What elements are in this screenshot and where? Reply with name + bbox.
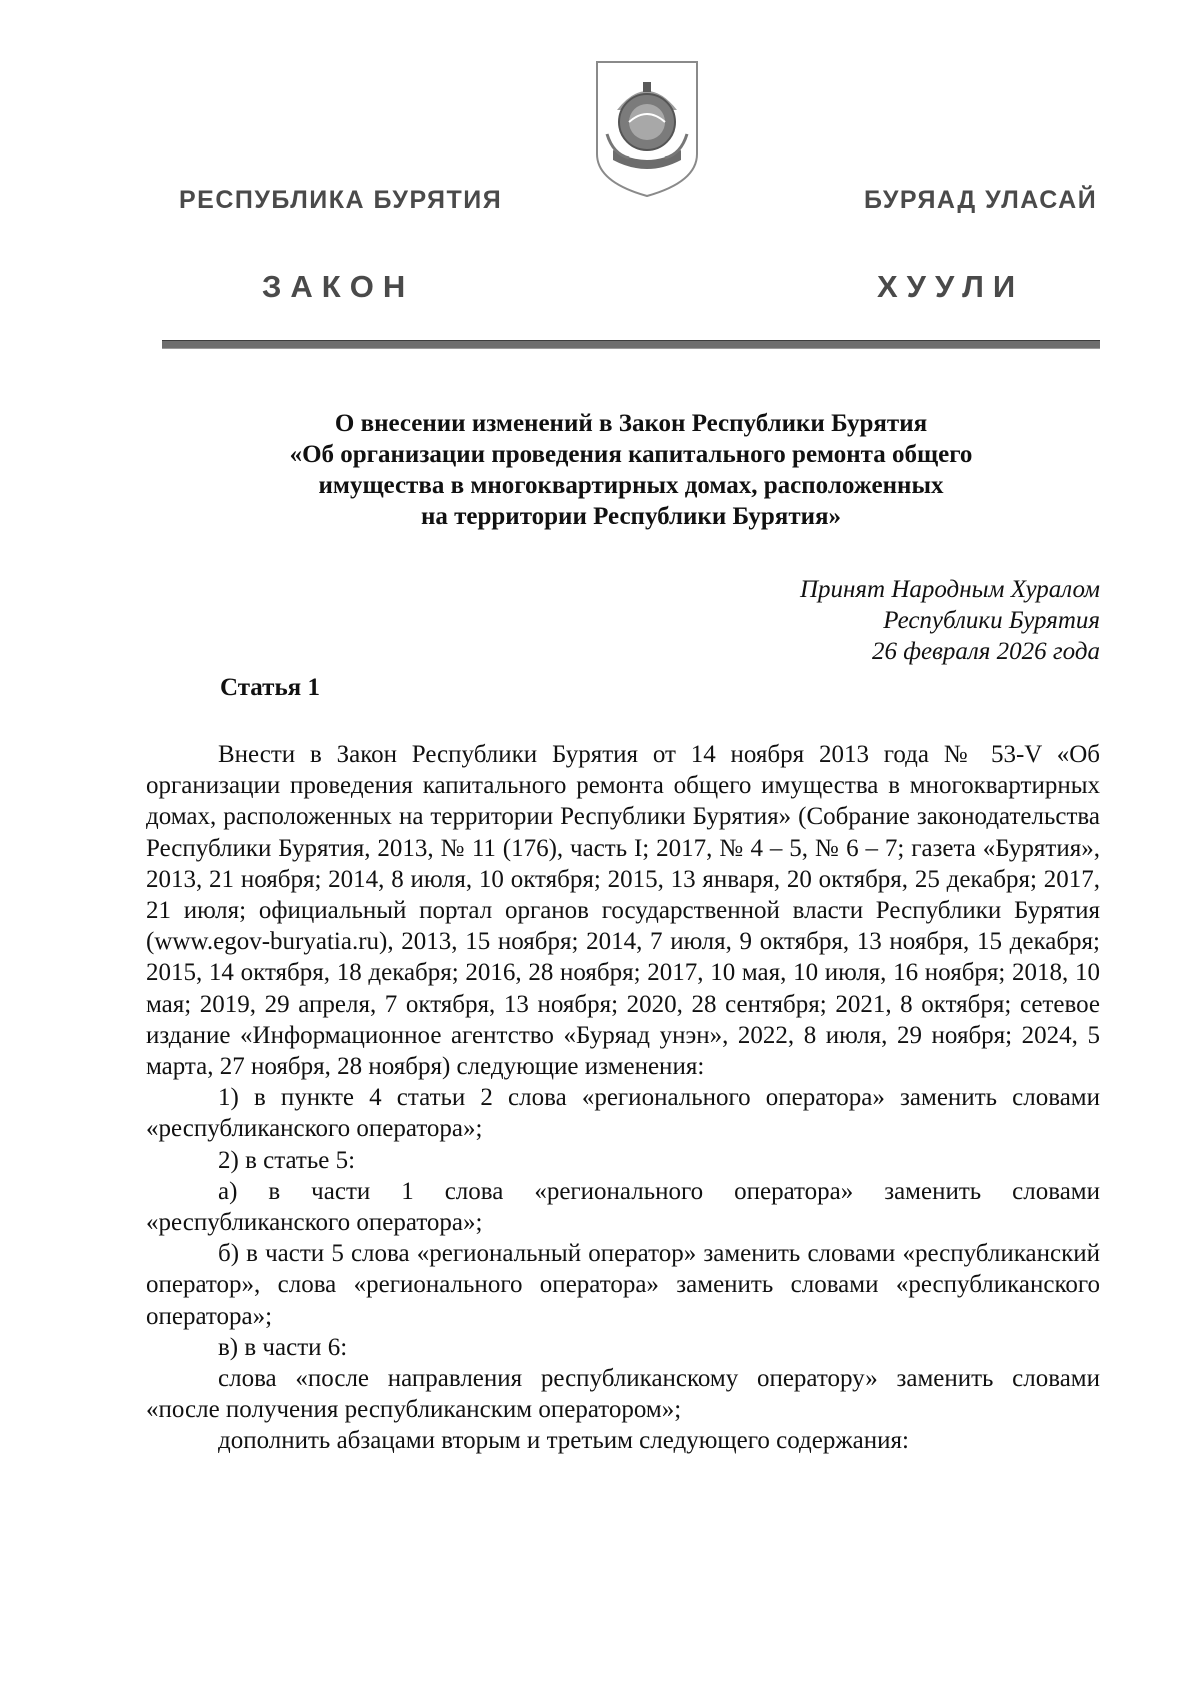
title-line: имущества в многоквартирных домах, расположенных <box>318 472 944 499</box>
article-paragraph: дополнить абзацами вторым и третьим следующего содержания: <box>218 1427 909 1455</box>
article-paragraph: б) в части 5 слова «региональный оператор» заменить словами «республиканский оператор», слова «регионального оператора» заменить словами «республиканского оператора»; <box>146 1240 1100 1330</box>
article-heading: Статья 1 <box>220 674 320 701</box>
republic-name-buryat: БУРЯАД УЛАСАЙ <box>864 186 1098 214</box>
adoption-date: 26 февраля 2026 года <box>871 638 1100 665</box>
adoption-note <box>800 574 1100 667</box>
title-line: «Об организации проведения капитального ремонта общего <box>289 441 973 468</box>
title-line: О внесении изменений в Закон Республики Бурятия <box>334 410 928 437</box>
coat-of-arms-icon <box>593 58 701 200</box>
republic-name-russian: РЕСПУБЛИКА БУРЯТИЯ <box>179 186 503 214</box>
article-paragraph: слова «после направления республиканскому оператору» заменить словами «после получения республиканским оператором»; <box>146 1365 1100 1424</box>
document-type-buryat: ХУУЛИ <box>877 269 1025 304</box>
adoption-line: Принят Народным Хуралом <box>799 576 1100 603</box>
law-title <box>162 408 1100 532</box>
adoption-line: Республики Бурятия <box>883 607 1100 634</box>
title-line: на территории Республики Бурятия» <box>420 503 842 530</box>
article-paragraph: а) в части 1 слова «регионального оператора» заменить словами «республиканского оператора»; <box>146 1177 1100 1237</box>
article-body <box>146 739 1100 1457</box>
article-paragraph: 1) в пункте 4 статьи 2 слова «регионального оператора» заменить словами «республиканского оператора»; <box>146 1084 1100 1143</box>
article-paragraph: в) в части 6: <box>218 1333 348 1361</box>
document-type-russian: ЗАКОН <box>262 269 415 304</box>
article-paragraph: Внести в Закон Республики Бурятия от 14 ноября 2013 года № 53-V «Об организации проведения капитального ремонта общего имущества в многоквартирных домах, расположенных на территории Республики Бурятия» (Собрание законодательства Республики Бурятия, 2013, № 11 (176), часть I; 2017, № 4 – 5, № 6 – 7; газета «Бурятия», 2013, 21 ноября; 2014, 8 июля, 10 октября; 2015, 13 января, 20 октября, 25 декабря; 2017, 21 июля; официальный портал органов государственной власти Республики Бурятия (www.egov-buryatia.ru), 2013, 15 ноября; 2014, 7 июля, 9 октября, 13 ноября, 15 декабря; 2015, 14 октября, 18 декабря; 2016, 28 ноября; 2017, 10 мая, 10 июля, 16 ноября; 2018, 10 мая; 2019, 29 апреля, 7 октября, 13 ноября; 2020, 28 сентября; 2021, 8 октября; сетевое издание «Информационное агентство «Буряад унэн», 2022, 8 июля, 29 ноября; 2024, 5 марта, 27 ноября, 28 ноября) следующие изменения: <box>146 741 1100 1081</box>
header-divider <box>162 340 1100 349</box>
article-paragraph: 2) в статье 5: <box>218 1146 356 1174</box>
